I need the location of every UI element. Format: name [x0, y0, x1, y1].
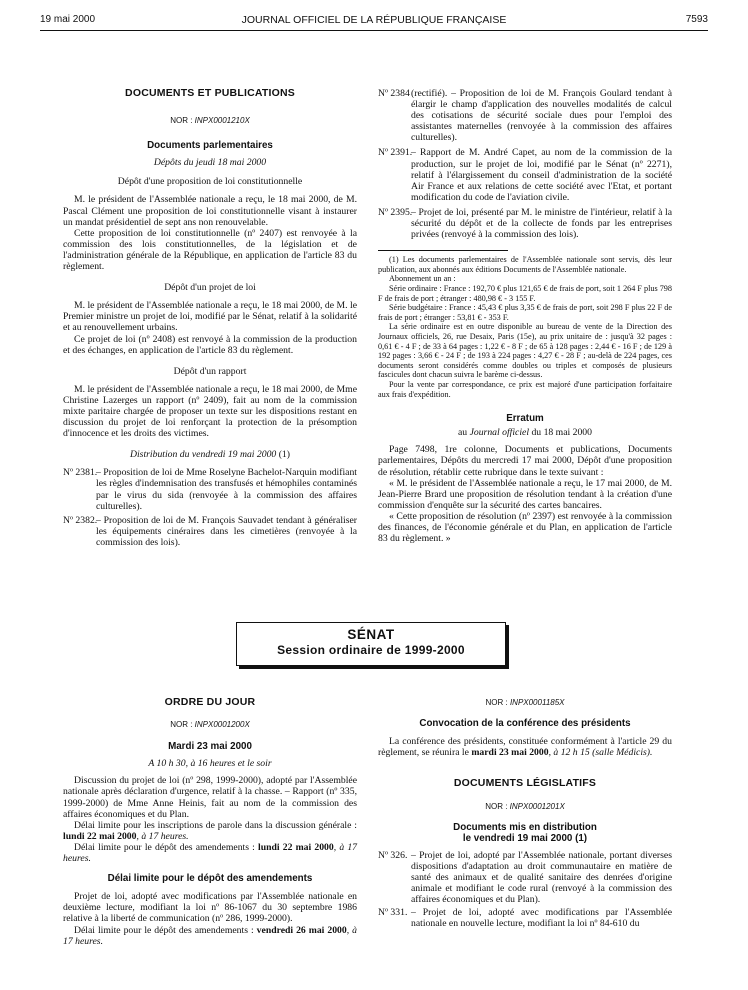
senat-banner	[236, 622, 506, 666]
list-item: Nº 2391. – Rapport de M. André Capet, au nom de la commission de la production, sur le projet de loi, modifié par le Sénat (nº 2271), relatif à l'élargissement du conseil d'administration de la société Air France et aux relations de cette société avec l'Etat, et portant modification du code de l'aviation civile.	[378, 147, 672, 203]
delai-title: Délai limite pour le dépôt des amendements	[107, 873, 313, 885]
paragraph: Délai limite pour le dépôt des amendements : lundi 22 mai 2000, à 17 heures.	[63, 841, 358, 865]
page-number: 7593	[685, 14, 708, 25]
section-title: DOCUMENTS ET PUBLICATIONS	[125, 87, 295, 99]
list-item: Nº 2395. – Projet de loi, présenté par M. le ministre de l'intérieur, relatif à la sécurité du dépôt et de la collecte de fonds par les entreprises privées (renvoyé à la commission des lois).	[378, 206, 672, 241]
erratum-subtitle: au Journal officiel du 18 mai 2000	[457, 427, 592, 439]
paragraph: Cette proposition de loi constitutionnelle (nº 2407) est renvoyée à la commission des lois constitutionnelles, de la législation et de l'administration générale de la République, en application de l'article 83 du règlement.	[63, 227, 357, 273]
nor-line: NOR : INPX0001210X	[170, 116, 250, 126]
paragraph: Délai limite pour le dépôt des amendements : vendredi 26 mai 2000, à 17 heures.	[63, 924, 358, 947]
list-item: Nº 326. – Projet de loi, adopté par l'Assemblée nationale, portant diverses dispositions d'adaptation au droit communautaire en matière de santé des animaux et de qualité sanitaire des denrées d'origine animale et modifiant le code rural (renvoyé à la commission des affaires économiques et du Plan).	[378, 849, 672, 906]
paragraph: « M. le président de l'Assemblée nationale a reçu, le 17 mai 2000, de M. Jean-Pierre Brard une proposition de résolution tendant à la création d'une commission d'enquête sur la sécurité des cartes bancaires.	[378, 477, 672, 511]
nor-line: NOR : INPX0001201X	[485, 802, 565, 812]
senat-title: SÉNAT	[347, 627, 395, 642]
time-line: A 10 h 30, à 16 heures et le soir	[148, 758, 272, 770]
left-top-column	[63, 88, 357, 548]
footnote: (1) Les documents parlementaires de l'Assemblée nationale sont servis, dès leur publication, aux abonnés aux éditions Documents de l'Assemblée nationale. Abonnement un an : Série ordinaire : France : 192,70 € plus 121,65 € de frais de port, soit 1 264 F plus 798 F de frais de port ; étranger : 480,98 € - 3 155 F. Série budgétaire : France : 45,43 € plus 3,35 € de frais de port, soit 298 F plus 22 F de frais de port ; étranger : 53,81 € - 353 F. La série ordinaire est en outre disponible au bureau de vente de la Direction des Journaux officiels, 26, rue Desaix, Paris (15e), au prix unitaire de : jusqu'à 32 pages : 0,61 € - 4 F ; de 33 à 64 pages : 1,22 € - 8 F ; de 65 à 128 pages : 2,44 € - 16 F ; de 129 à 192 pages : 3,66 € - 24 F ; de 193 à 224 pages : 4,27 € - 28 F ; au-delà de 224 pages, ces documents seront considérés comme doubles ou triples et composés de plusieurs fascicules dont chacun suivra le barème ci-dessus. Pour la vente par correspondance, ce prix est majoré d'une participation forfaitaire aux frais d'expédition.	[378, 255, 672, 399]
distribution-title: le vendredi 19 mai 2000 (1)	[462, 832, 588, 844]
header-rule	[40, 30, 708, 31]
list-item: Nº 2381. – Proposition de loi de Mme Roselyne Bachelot-Narquin modifiant les règles d'indemnisation des transfusés et hémophiles contaminés par le virus du sida (renvoyée à la commission des affaires culturelles).	[63, 467, 357, 512]
paragraph: Délai limite pour les inscriptions de parole dans la discussion générale : lundi 22 mai 2000, à 17 heures.	[63, 819, 357, 842]
paragraph: M. le président de l'Assemblée nationale a reçu, le 18 mai 2000, de M. le Premier ministre un projet de loi, modifié par le Sénat, relatif à la solidarité et au renouvellement urbains.	[63, 300, 357, 334]
paragraph: Projet de loi, adopté avec modifications par l'Assemblée nationale en deuxième lecture, modifiant la loi nº 86-1067 du 30 septembre 1986 relative à la liberté de communication (nº 286, 1999-2000).	[63, 891, 357, 925]
heading-constitutionnelle: Dépôt d'une proposition de loi constitutionnelle	[117, 176, 303, 188]
list-item: Nº 2382. – Proposition de loi de M. François Sauvadet tendant à généraliser les équipements cinéraires dans les cimetières (renvoyée à la commission des lois).	[63, 514, 357, 548]
heading-rapport: Dépôt d'un rapport	[173, 365, 247, 377]
list-item: Nº 331. – Projet de loi, adopté avec modifications par l'Assemblée nationale en nouvelle lecture, modifiant la loi nº 84-610 du	[378, 907, 672, 930]
paragraph: Page 7498, 1re colonne, Documents et publications, Documents parlementaires, Dépôts du mercredi 17 mai 2000, Dépôt d'une proposition de résolution, rétablir cette rubrique dans le texte suivant :	[378, 444, 672, 478]
paragraph: Discussion du projet de loi (nº 298, 1999-2000), adopté par l'Assemblée nationale après déclaration d'urgence, relatif à la chasse. – Rapport (nº 335, 1999-2000) de Mme Anne Heinis, fait au nom de la commission des affaires économiques et du Plan.	[63, 775, 357, 820]
paragraph: « Cette proposition de résolution (nº 2397) est renvoyée à la commission des finances, de l'économie générale et du Plan, en application de l'article 83 du règlement. »	[378, 510, 672, 545]
nor-line: NOR : INPX0001185X	[485, 698, 565, 707]
nor-line: NOR : INPX0001200X	[170, 720, 250, 730]
distribution-title: Documents mis en distribution	[453, 821, 597, 833]
left-bottom-column	[63, 697, 357, 947]
documents-legislatifs-title: DOCUMENTS LÉGISLATIFS	[453, 777, 597, 790]
right-bottom-column	[378, 697, 672, 929]
header-date: 19 mai 2000	[40, 14, 96, 25]
subsection-title: Documents parlementaires	[147, 140, 273, 152]
erratum-title: Erratum	[506, 413, 544, 425]
session-title: Session ordinaire de 1999-2000	[277, 643, 465, 657]
date-line: Dépôts du jeudi 18 mai 2000	[153, 157, 267, 169]
footnote-rule	[378, 250, 508, 251]
distribution-heading: Distribution du vendredi 19 mai 2000 (1)	[129, 449, 290, 461]
heading-projet: Dépôt d'un projet de loi	[164, 282, 256, 294]
ordre-du-jour-title: ORDRE DU JOUR	[164, 696, 256, 708]
paragraph: La conférence des présidents, constituée conformément à l'article 29 du règlement, se réunira le mardi 23 mai 2000, à 12 h 15 (salle Médicis).	[378, 736, 672, 759]
paragraph: Ce projet de loi (nº 2408) est renvoyé à la commission de la production et des échanges, en application de l'article 83 du règlement.	[63, 333, 357, 356]
list-item: Nº 2384 (rectifié). – Proposition de loi de M. François Goulard tendant à élargir le champ d'application des nouvelles modalités de calcul des cotisations de sécurité sociale dues pour l'emploi des assistantes maternelles (renvoyée à la commission des affaires culturelles).	[378, 88, 672, 144]
paragraph: M. le président de l'Assemblée nationale a reçu, le 18 mai 2000, de Mme Christine Lazerges un rapport (nº 2409), fait au nom de la commission mixte paritaire chargée de proposer un texte sur les dispositions restant en discussion du projet de loi renforçant la protection de la présomption d'innocence et les droits des victimes.	[63, 383, 357, 440]
paragraph: M. le président de l'Assemblée nationale a reçu, le 18 mai 2000, de M. Pascal Clément une proposition de loi constitutionnelle visant à instaurer un mandat présidentiel de sept ans non renouvelable.	[63, 194, 357, 228]
journal-title: JOURNAL OFFICIEL DE LA RÉPUBLIQUE FRANÇAISE	[241, 14, 507, 26]
page-header	[40, 14, 708, 30]
session-date: Mardi 23 mai 2000	[168, 741, 252, 753]
convocation-title: Convocation de la conférence des présidents	[419, 718, 631, 730]
right-top-column	[378, 88, 672, 544]
